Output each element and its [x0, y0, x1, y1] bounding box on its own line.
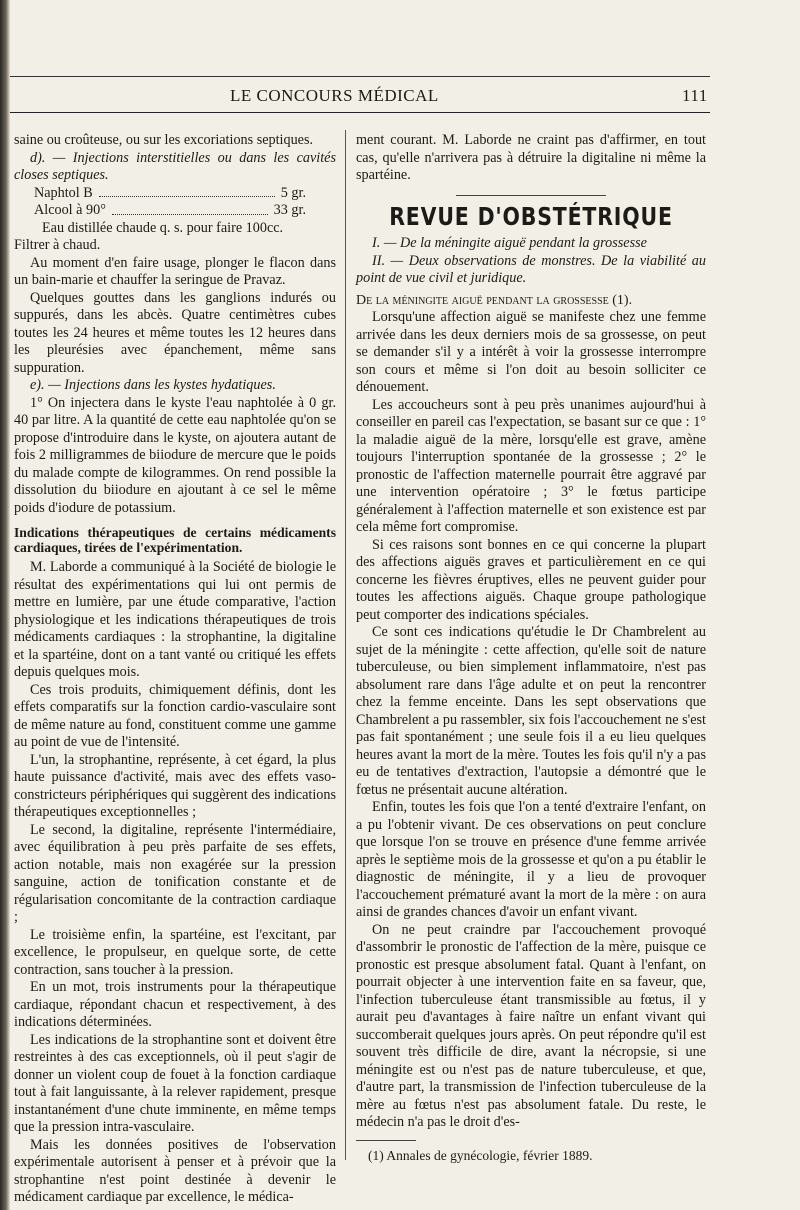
footnote-rule	[356, 1140, 416, 1141]
paragraph: Ces trois produits, chimiquement définis, dont les effets comparatifs sur la fonction cardio-vasculaire sont de même nature au fond, constituent comme une gamme au point de vue de l'intensité.	[14, 681, 336, 750]
article-heading: De la méningite aiguë pendant la grossesse (1).	[356, 292, 633, 308]
rx-item: Eau distillée chaude q. s. pour faire 100cc.	[42, 219, 284, 236]
column-divider	[345, 130, 346, 1160]
section-heading: Indications thérapeutiques de certains médicaments cardiaques, tirées de l'expérimentation.	[14, 525, 336, 555]
paragraph: Lorsqu'une affection aiguë se manifeste chez une femme arrivée dans les deux derniers mois de sa grossesse, on peut se demander s'il y a intérêt à voir la grossesse interrompre son cours et même si l'on doit au besoin solliciter ce dénouement.	[356, 309, 706, 395]
paragraph: 1° On injectera dans le kyste l'eau naphtolée à 0 gr. 40 par litre. A la quantité de cette eau naphtolée qu'on se propose d'introduire dans le kyste, on ajoutera autant de fois 2 milligrammes de biiodure de mercure que le poids du malade compte de kilogrammes. On rend possible la dissolution du biiodure en ajoutant à ce sel le même poids d'iodure de potassium.	[14, 394, 336, 516]
paragraph: Quelques gouttes dans les ganglions indurés ou suppurés, dans les abcès. Quatre centimètres cubes toutes les 24 heures et même toutes les 12 heures dans les pleurésies avec épanchement, même sans suppuration.	[14, 289, 336, 376]
rx-qty: 33 gr.	[273, 202, 306, 218]
contents-item: II. — Deux observations de monstres. De la viabilité au point de vue civil et juridique.	[356, 252, 706, 286]
paragraph: Les indications de la strophantine sont et doivent être restreintes à des cas exceptionnels, où il peut s'agir de donner un violent coup de fouet à la fonction cardiaque tout à fait languissante, à la relever rapidement, presque instantanément d'une chute imminente, en même temps que la pression intra-vasculaire.	[14, 1031, 336, 1135]
subsection-heading-d: d). — Injections interstitielles ou dans les cavités closes septiques.	[14, 149, 336, 183]
paragraph: Le second, la digitaline, représente l'intermédiaire, avec équilibration à peu près parfaite de ses effets, action notable, mais non exagérée sur la pression sanguine, action de tonification constante et de régularisation concomitante de la contraction cardiaque ;	[14, 821, 336, 925]
rx-item: Naphtol B	[34, 184, 93, 201]
left-column	[14, 132, 336, 1207]
paragraph: Mais les données positives de l'observation expérimentale autorisent à penser et à prévoir que la strophantine n'est point destinée à devenir le médicament cardiaque par excellence, le médica-	[14, 1136, 336, 1205]
rx-qty: 5 gr.	[280, 184, 306, 201]
right-column	[356, 132, 706, 1164]
paragraph: Enfin, toutes les fois que l'on a tenté d'extraire l'enfant, on a pu l'obtenir vivant. De ces observations on peut conclure que lorsque l'on se trouve en présence d'une femme arrivée après le septième mois de la grossesse et qu'on a pu établir le diagnostic de méningite, il y a lieu de provoquer l'accouchement prématuré avant la mort de la mère : on aura ainsi de grandes chances d'avoir un enfant vivant.	[356, 799, 706, 920]
prescription-line	[14, 220, 336, 238]
paragraph: ment courant. M. Laborde ne craint pas d'affirmer, en tout cas, qu'elle n'arrivera pas à détruire la digitaline ni même la spartéine.	[356, 132, 706, 183]
section-rule	[456, 195, 606, 196]
paragraph: Le troisième enfin, la spartéine, est l'excitant, par excellence, le propulseur, en quelque sorte, de cette contraction, sans toucher à la pression.	[14, 926, 336, 978]
dot-leader	[112, 202, 268, 215]
paragraph: Si ces raisons sont bonnes en ce qui concerne la plupart des affections aiguës graves et particulièrement en ce qui concerne les fièvres éruptives, elles ne peuvent guider pour toutes les affections aiguës. Chaque groupe pathologique peut comporter des indications spéciales.	[356, 536, 706, 623]
paragraph: L'un, la strophantine, représente, à cet égard, la plus haute puissance d'activité, mais avec des effets vaso-constricteurs périphériques qui suggèrent des indications thérapeutiques exceptionnelles ;	[14, 751, 336, 820]
paragraph: saine ou croûteuse, ou sur les excoriations septiques.	[14, 132, 314, 148]
journal-title: LE CONCOURS MÉDICAL	[230, 86, 439, 105]
revue-title: REVUE D'OBSTÉTRIQUE	[389, 201, 673, 231]
paragraph: M. Laborde a communiqué à la Société de biologie le résultat des expérimentations qui lui ont permis de mettre en lumière, par une étude comparative, l'action physiologique et les indications thérapeutiques de trois médicaments cardiaques : la strophantine, la digitaline et la spartéine, dont on a tant vanté ou critiqué les effets depuis quelques mois.	[14, 559, 336, 680]
subsection-heading-e: e). — Injections dans les kystes hydatiques.	[30, 377, 276, 393]
contents-item: I. — De la méningite aiguë pendant la grossesse	[372, 235, 647, 251]
dot-leader	[99, 185, 275, 198]
paragraph: Ce sont ces indications qu'étudie le Dr Chambrelent au sujet de la méningite : cette affection, qu'elle soit de nature tuberculeuse, ou bien simplement inflammatoire, n'est pas absolument rare dans l'âge adulte et on peut la rencontrer chez la femme enceinte. Dans les sept observations que Chambrelent a pu rassembler, six fois l'accouchement ne s'est pas fait spontanément ; une seule fois il a eu lieu quelques heures avant la mort de la mère. Toutes les fois qu'il n'y a pas eu de tentatives d'extraction, l'autopsie a démontré que le fœtus ne présentait aucune altération.	[356, 624, 706, 798]
header-top-rule	[10, 76, 710, 77]
paragraph: Au moment d'en faire usage, plonger le flacon dans un bain-marie et chauffer la seringue de Pravaz.	[14, 254, 336, 288]
rx-item: Alcool à 90°	[34, 202, 106, 218]
paragraph: Filtrer à chaud.	[14, 237, 101, 253]
prescription	[14, 185, 336, 238]
paragraph: En un mot, trois instruments pour la thérapeutique cardiaque, répondant chacun et respectivement, à des indications déterminées.	[14, 979, 336, 1030]
running-header	[10, 82, 710, 112]
page-number: 111	[682, 86, 708, 105]
prescription-line	[14, 185, 336, 203]
footnote: (1) Annales de gynécologie, février 1889.	[368, 1147, 593, 1163]
prescription-line	[14, 202, 336, 220]
paragraph: On ne peut craindre par l'accouchement provoqué d'assombrir le pronostic de l'affection de la mère, puisque ce pronostic est presque absolument fatal. Quant à l'enfant, on pourrait objecter à une intervention faite en sa faveur, que, l'infection tuberculeuse étant transmissible au fœtus, il y aurait peu d'avantages à faire naître un enfant vivant qui succomberait quelques jours après. On peut répondre qu'il est souvent très difficile de dire, avant la nécropsie, si une méningite est ou n'est pas de nature tuberculeuse, et que, d'autre part, la transmission de l'infection tuberculeuse de la mère au fœtus n'est pas absolument fatale. Du reste, le médecin n'a pas le droit d'es-	[356, 921, 706, 1130]
header-rule	[10, 112, 710, 113]
paragraph: Les accoucheurs sont à peu près unanimes aujourd'hui à conseiller en pareil cas l'expectation, se basant sur ce que : 1° la maladie aiguë de la mère, lorsqu'elle est grave, amène toujours l'interruption spontanée de la grossesse ; 2° le pronostic de l'affection maternelle pourrait être aggravé par une intervention opératoire ; 3° le fœtus participe généralement à l'affection maternelle et son existence est par cela même fort compromise.	[356, 396, 706, 535]
page-binding-shadow	[0, 0, 10, 1210]
